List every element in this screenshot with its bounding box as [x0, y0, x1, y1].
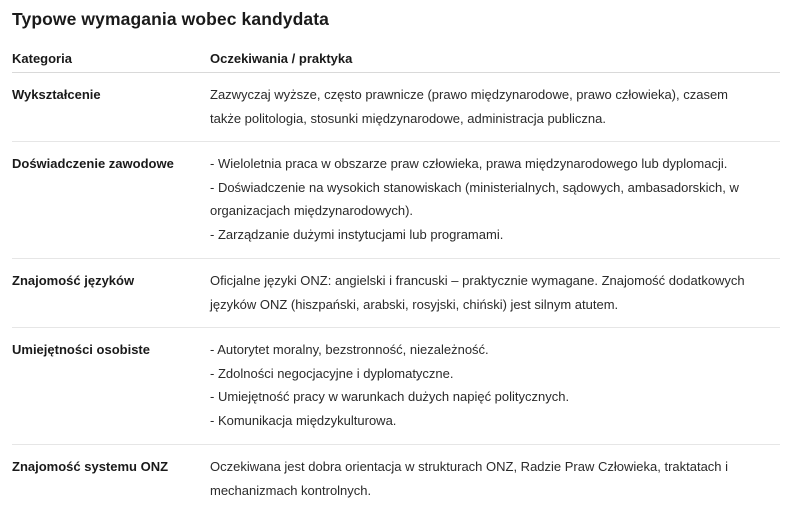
row-line: - Zdolności negocjacyjne i dyplomatyczne.	[210, 365, 454, 381]
row-category: Znajomość języków	[12, 273, 135, 288]
row-line: organizacjach międzynarodowych).	[210, 203, 414, 218]
row-line: Zazwyczaj wyższe, często prawnicze (prawo międzynarodowe, prawo człowieka), czasem	[210, 87, 729, 102]
row-expectations	[210, 338, 780, 444]
row-line: - Komunikacja międzykulturowa.	[210, 412, 397, 428]
row-line: - Zarządzanie dużymi instytucjami lub programami.	[210, 226, 504, 242]
row-line: - Autorytet moralny, bezstronność, niezależność.	[210, 342, 489, 357]
table-row	[12, 142, 780, 259]
table-row	[12, 328, 780, 445]
row-expectations	[210, 269, 780, 327]
row-line: - Umiejętność pracy w warunkach dużych napięć politycznych.	[210, 389, 570, 404]
row-expectations	[210, 83, 780, 141]
table-row	[12, 73, 780, 142]
table-row	[12, 445, 780, 509]
row-category: Wykształcenie	[12, 87, 101, 102]
row-line: Oczekiwana jest dobra orientacja w strukturach ONZ, Radzie Praw Człowieka, traktatach i	[210, 459, 729, 474]
row-expectations	[210, 455, 780, 509]
row-line: także politologia, stosunki międzynarodowe, administracja publiczna.	[210, 110, 606, 126]
requirements-table	[12, 44, 780, 509]
row-line: Oficjalne języki ONZ: angielski i francuski – praktycznie wymagane. Znajomość dodatkowych	[210, 273, 745, 288]
table-header-row	[12, 44, 780, 73]
row-line: języków ONZ (hiszpański, arabski, rosyjski, chiński) jest silnym atutem.	[210, 296, 619, 312]
row-category: Umiejętności osobiste	[12, 342, 150, 357]
table-row	[12, 259, 780, 328]
row-line: - Wieloletnia praca w obszarze praw człowieka, prawa międzynarodowego lub dyplomacji.	[210, 156, 728, 171]
row-line: mechanizmach kontrolnych.	[210, 482, 372, 498]
page-title: Typowe wymagania wobec kandydata	[12, 9, 329, 29]
row-line: - Doświadczenie na wysokich stanowiskach (ministerialnych, sądowych, ambasadorskich, w	[210, 179, 739, 195]
row-category: Znajomość systemu ONZ	[12, 459, 169, 474]
row-expectations	[210, 152, 780, 258]
row-category: Doświadczenie zawodowe	[12, 156, 174, 171]
header-category: Kategoria	[12, 50, 72, 66]
header-expectations: Oczekiwania / praktyka	[210, 50, 353, 66]
